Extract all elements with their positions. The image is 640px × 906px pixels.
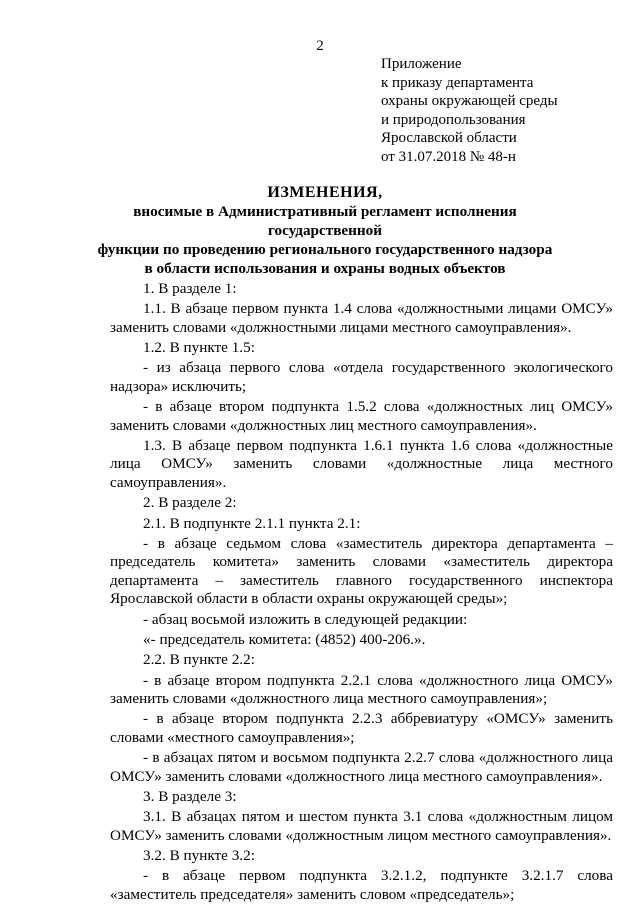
paragraph: - из абзаца первого слова «отдела государственного экологического надзора» исключить; bbox=[110, 359, 613, 395]
appendix-line: от 31.07.2018 № 48-н bbox=[381, 148, 516, 165]
appendix-line: к приказу департамента bbox=[381, 74, 534, 91]
appendix-line: Приложение bbox=[381, 56, 462, 72]
paragraph: - в абзаце втором подпункта 2.2.3 аббревиатуру «ОМСУ» заменить словами «местного самоуправления»; bbox=[110, 710, 613, 746]
title-line: функции по проведению регионального государственного надзора bbox=[97, 241, 553, 258]
document-title bbox=[96, 183, 554, 278]
paragraph: - в абзаце втором подпункта 1.5.2 слова «должностных лиц ОМСУ» заменить словами «должностных лиц местного самоуправления». bbox=[110, 398, 613, 434]
paragraph: 3. В разделе 3: bbox=[143, 787, 237, 805]
paragraph: - в абзаце седьмом слова «заместитель директора департамента – председатель комитета» заменить словами «заместитель директора департамента – заместитель главного государственного инспектора Ярославской области в области охраны окружающей среды»; bbox=[110, 534, 613, 608]
title-line: вносимые в Административный регламент исполнения государственной bbox=[133, 203, 517, 239]
paragraph: - в абзаце втором подпункта 2.2.1 слова «должностного лица ОМСУ» заменить словами «должностного лица местного самоуправления»; bbox=[110, 671, 613, 708]
title-line: в области использования и охраны водных объектов bbox=[144, 260, 506, 277]
appendix-block bbox=[381, 55, 558, 167]
paragraph: 3.2. В пункте 3.2: bbox=[143, 847, 255, 865]
paragraph: 3.1. В абзацах пятом и шестом пункта 3.1 слова «должностным лицом ОМСУ» заменить словами «должностным лицом местного самоуправления». bbox=[110, 808, 613, 844]
paragraph: 2.1. В подпункте 2.1.1 пункта 2.1: bbox=[143, 514, 361, 532]
paragraph: 1.3. В абзаце первом подпункта 1.6.1 пункта 1.6 слова «должностные лица ОМСУ» заменить словами «должностные лица местного самоуправления». bbox=[110, 436, 613, 491]
paragraph: 1.2. В пункте 1.5: bbox=[143, 339, 255, 357]
paragraph: «- председатель комитета: (4852) 400-206.». bbox=[143, 630, 426, 648]
paragraph: - абзац восьмой изложить в следующей редакции: bbox=[143, 610, 468, 628]
paragraph: 2. В разделе 2: bbox=[143, 494, 237, 512]
paragraph: - в абзаце первом подпункта 3.2.1.2, подпункте 3.2.1.7 слова «заместитель председателя» заменить словом «председатель»; bbox=[110, 867, 613, 903]
document-body bbox=[110, 280, 613, 906]
paragraph: 2.2. В пункте 2.2: bbox=[143, 651, 255, 669]
paragraph: - в абзацах пятом и восьмом подпункта 2.2.7 слова «должностного лица ОМСУ» заменить словами «должностного лица местного самоуправления». bbox=[110, 749, 613, 785]
page-number: 2 bbox=[316, 38, 324, 54]
paragraph: 1. В разделе 1: bbox=[143, 280, 237, 297]
paragraph: 1.1. В абзаце первом пункта 1.4 слова «должностными лицами ОМСУ» заменить словами «должностными лицами местного самоуправления». bbox=[110, 300, 613, 336]
appendix-line: и природопользования bbox=[381, 111, 526, 128]
title-main: ИЗМЕНЕНИЯ, bbox=[267, 184, 383, 201]
appendix-line: охраны окружающей среды bbox=[381, 93, 558, 110]
appendix-line: Ярославской области bbox=[381, 130, 517, 147]
